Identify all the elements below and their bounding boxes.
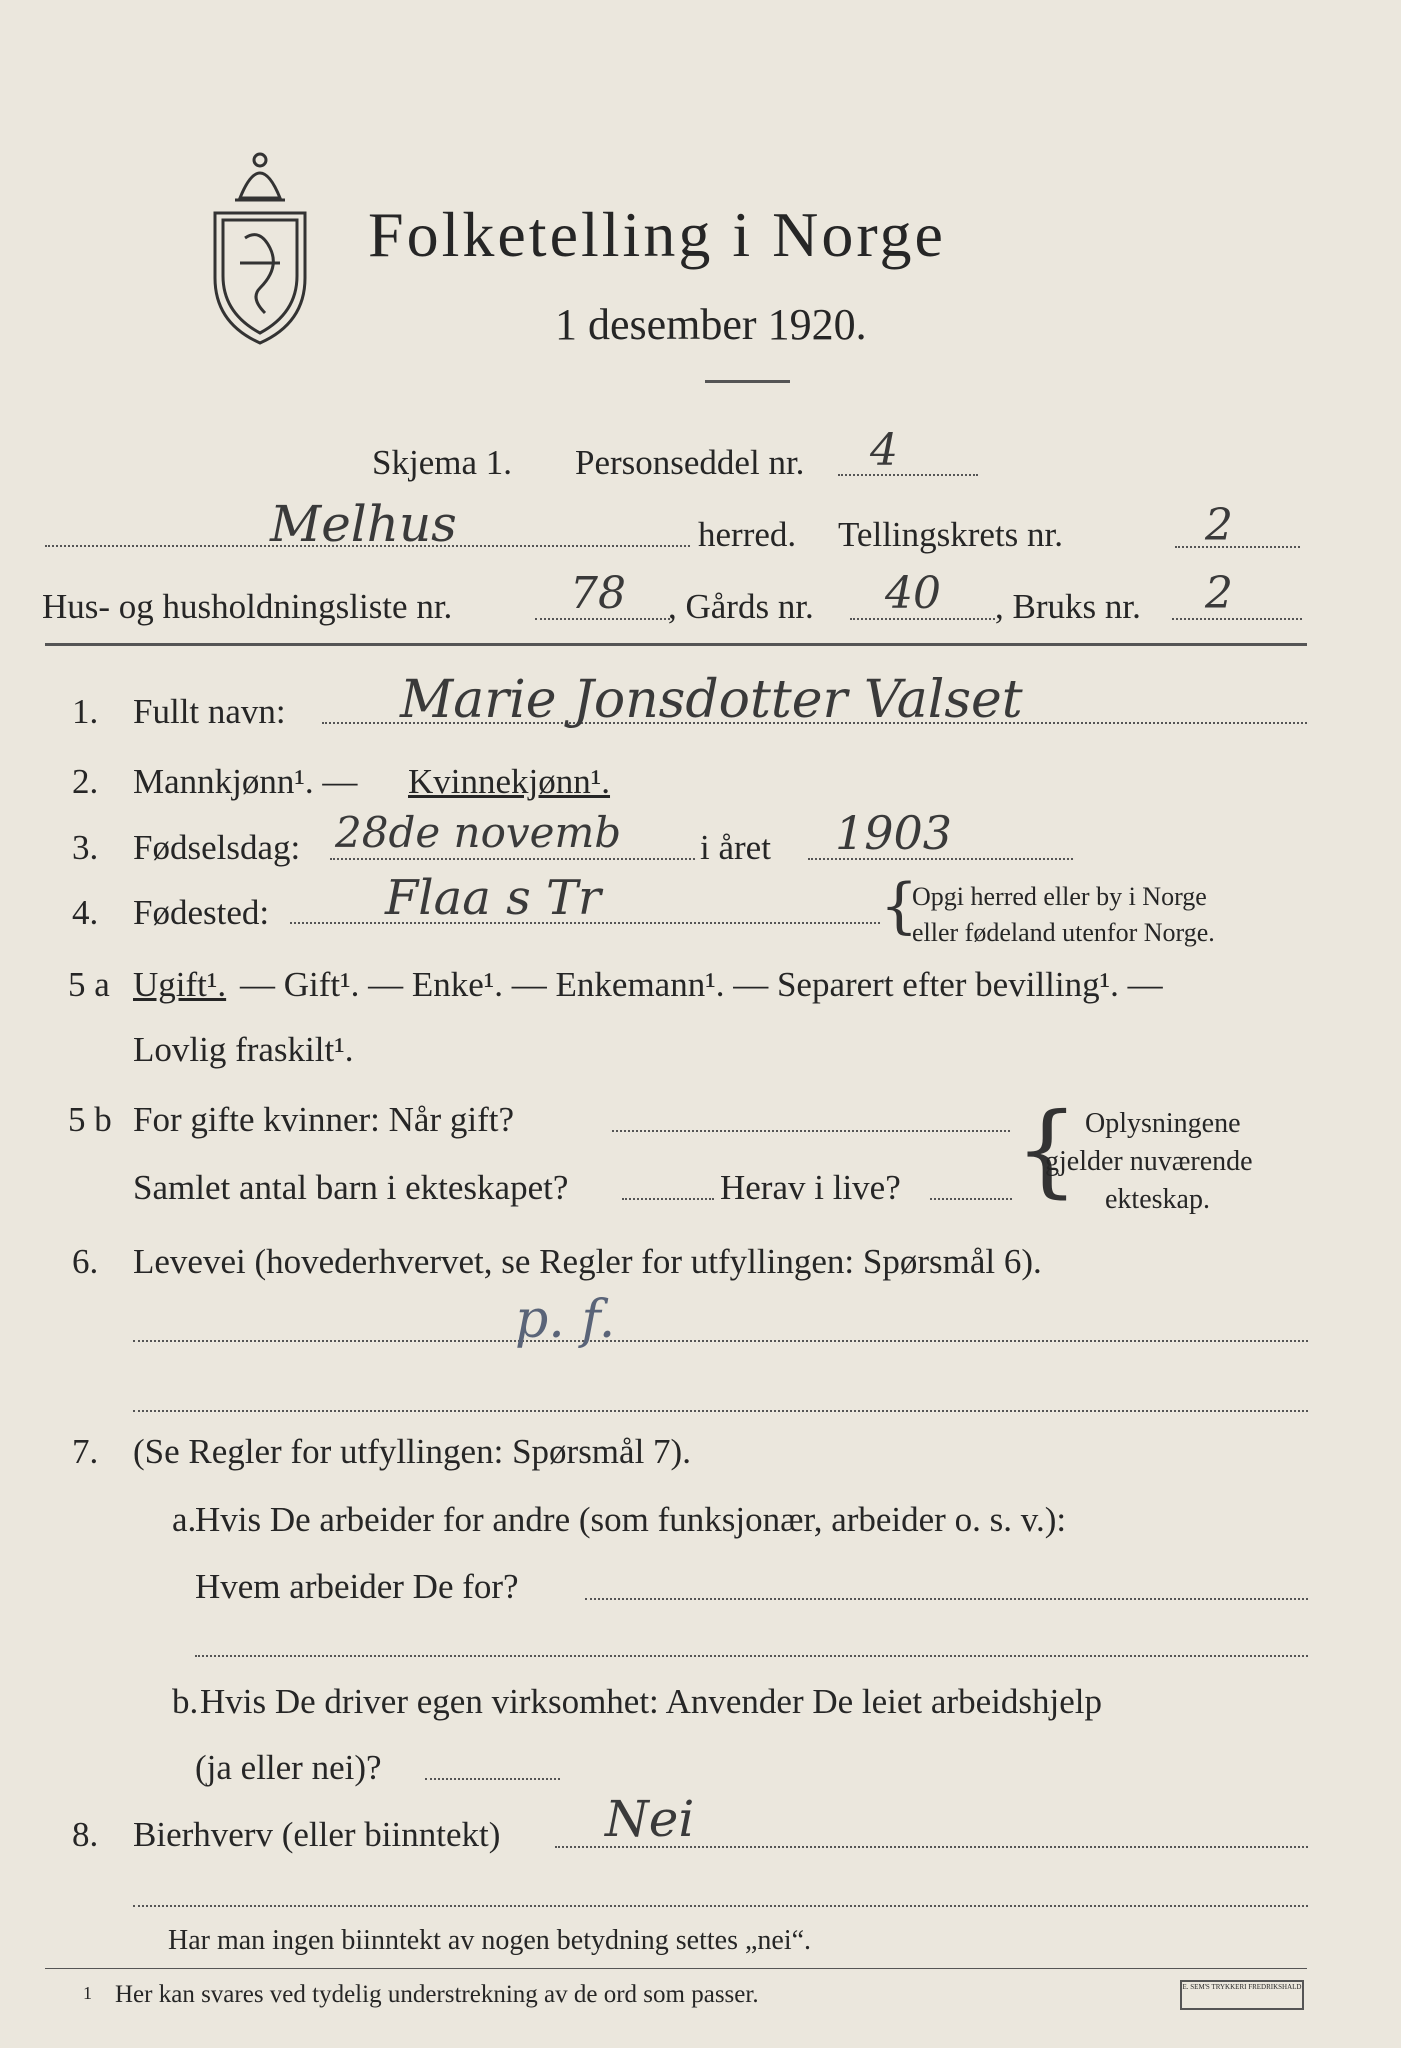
gards-value: 40 bbox=[885, 568, 941, 619]
q5a-number: 5 a bbox=[68, 965, 110, 1004]
gender-male-option: Mannkjønn¹. — bbox=[133, 762, 358, 801]
q5b-note-3: ekteskap. bbox=[1105, 1184, 1210, 1215]
q7a-letter: a. bbox=[172, 1500, 197, 1539]
q5b-note-2: gjelder nuværende bbox=[1045, 1146, 1253, 1177]
q7b-line1: Hvis De driver egen virksomhet: Anvender De leiet arbeidshjelp bbox=[200, 1682, 1102, 1721]
herred-label: herred. bbox=[698, 515, 797, 554]
coat-of-arms-icon bbox=[205, 138, 315, 348]
footnote-text: Her kan svares ved tydelig understrekning av de ord som passer. bbox=[115, 1981, 759, 2008]
tellingskrets-value: 2 bbox=[1205, 500, 1233, 551]
census-date: 1 desember 1920. bbox=[555, 300, 867, 349]
q7a-line1: Hvis De arbeider for andre (som funksjonær, arbeider o. s. v.): bbox=[195, 1500, 1067, 1539]
q4-label: Fødested: bbox=[133, 893, 270, 932]
section-divider bbox=[45, 643, 1307, 646]
footnote-divider bbox=[45, 1968, 1307, 1969]
side-income-value: Nei bbox=[605, 1790, 695, 1848]
q5b-label-alive: Herav i live? bbox=[720, 1168, 901, 1207]
gards-label: , Gårds nr. bbox=[668, 587, 814, 626]
birthplace-note-2: eller fødeland utenfor Norge. bbox=[912, 918, 1215, 947]
census-form: Folketelling i Norge 1 desember 1920. Skjema 1. Personseddel nr. 4 Melhus herred. Tellingskrets nr. 2 Hus- og husholdningsliste nr. 78 , Gårds nr. 40 , Bruks nr. 2 1. Fullt navn: Marie Jonsdotter Valset 2. Mannkjønn¹. — Kvinnekjønn¹. 3. Fødselsdag: 28de novemb i året 1903 4. Fødested: Flaa s Tr { Opgi herred eller by i Norge eller fødeland utenfor Norge. 5 a Ugift¹. — Gift¹. — Enke¹. — Enkemann¹. — Separert efter bevilling¹. — Lovlig fraskilt¹. 5 b For gifte kvinner: Når gift? Samlet antal barn i ekteskapet? Herav i live? { Oplysningene gjelder nuværende ekteskap. 6. Levevei (hovederhvervet, se Regler for utfyllingen: Spørsmål 6). p. f. 7. (Se Regler for utfyllingen: Spørsmål 7). a. Hvis De arbeider for andre (som funksjonær, arbeider o. s. v.): Hvem arbeider De for? b. Hvis De driver egen virksomhet: Anvender De leiet arbeidshjelp (ja eller nei)? 8. Bierhverv (eller biinntekt) Nei Har man ingen biinntekt av nogen betydning settes „nei“. 1 Her kan svares ved tydelig understrekning av de ord som passer. E. SEM'S TRYKKERI FREDRIKSHALD bbox=[0, 0, 1401, 2048]
full-name-value: Marie Jonsdotter Valset bbox=[400, 670, 1023, 730]
status-other-options: — Gift¹. — Enke¹. — Enkemann¹. — Separert efter bevilling¹. — bbox=[240, 965, 1163, 1004]
q5b-number: 5 b bbox=[68, 1100, 112, 1139]
bruks-value: 2 bbox=[1205, 568, 1233, 619]
year-label: i året bbox=[700, 828, 771, 867]
birthplace-note-1: Opgi herred eller by i Norge bbox=[912, 882, 1207, 911]
q3-label: Fødselsdag: bbox=[133, 828, 301, 867]
bruks-label: , Bruks nr. bbox=[995, 587, 1141, 626]
q8-label: Bierhverv (eller biinntekt) bbox=[133, 1815, 501, 1854]
tellingskrets-label: Tellingskrets nr. bbox=[838, 515, 1064, 554]
birth-year-value: 1903 bbox=[835, 806, 953, 860]
herred-value: Melhus bbox=[270, 495, 457, 553]
personseddel-label: Personseddel nr. bbox=[575, 443, 805, 482]
printer-stamp: E. SEM'S TRYKKERI FREDRIKSHALD bbox=[1180, 1980, 1304, 2010]
gender-female-option: Kvinnekjønn¹. bbox=[408, 762, 611, 801]
q8-number: 8. bbox=[72, 1815, 99, 1854]
q4-number: 4. bbox=[72, 893, 99, 932]
q5b-label-children: Samlet antal barn i ekteskapet? bbox=[133, 1168, 569, 1207]
q6-label: Levevei (hovederhvervet, se Regler for utfyllingen: Spørsmål 6). bbox=[133, 1242, 1042, 1281]
q7a-line2: Hvem arbeider De for? bbox=[195, 1567, 519, 1606]
status-fraskilt-option: Lovlig fraskilt¹. bbox=[133, 1030, 354, 1069]
q5b-label-married: For gifte kvinner: Når gift? bbox=[133, 1100, 515, 1139]
footnote-mark: 1 bbox=[83, 1983, 92, 2003]
status-ugift-option: Ugift¹. bbox=[133, 965, 227, 1004]
q7b-line2: (ja eller nei)? bbox=[195, 1748, 382, 1787]
q8-note: Har man ingen biinntekt av nogen betydning settes „nei“. bbox=[168, 1925, 812, 1956]
q7-number: 7. bbox=[72, 1432, 99, 1471]
title-divider bbox=[705, 380, 790, 383]
hus-label: Hus- og husholdningsliste nr. bbox=[42, 587, 453, 626]
form-title: Folketelling i Norge bbox=[368, 199, 946, 270]
q5b-note-1: Oplysningene bbox=[1085, 1108, 1241, 1139]
occupation-value: p. f. bbox=[515, 1290, 616, 1350]
personseddel-value: 4 bbox=[870, 425, 898, 476]
birthplace-value: Flaa s Tr bbox=[385, 870, 601, 926]
hus-value: 78 bbox=[570, 568, 626, 619]
skjema-label: Skjema 1. bbox=[372, 443, 512, 482]
q1-number: 1. bbox=[72, 692, 99, 731]
birthday-value: 28de novemb bbox=[335, 808, 622, 857]
q1-label: Fullt navn: bbox=[133, 692, 286, 731]
q3-number: 3. bbox=[72, 828, 99, 867]
q7-label: (Se Regler for utfyllingen: Spørsmål 7). bbox=[133, 1432, 691, 1471]
q7b-letter: b. bbox=[172, 1682, 199, 1721]
q6-number: 6. bbox=[72, 1242, 99, 1281]
q2-number: 2. bbox=[72, 762, 99, 801]
